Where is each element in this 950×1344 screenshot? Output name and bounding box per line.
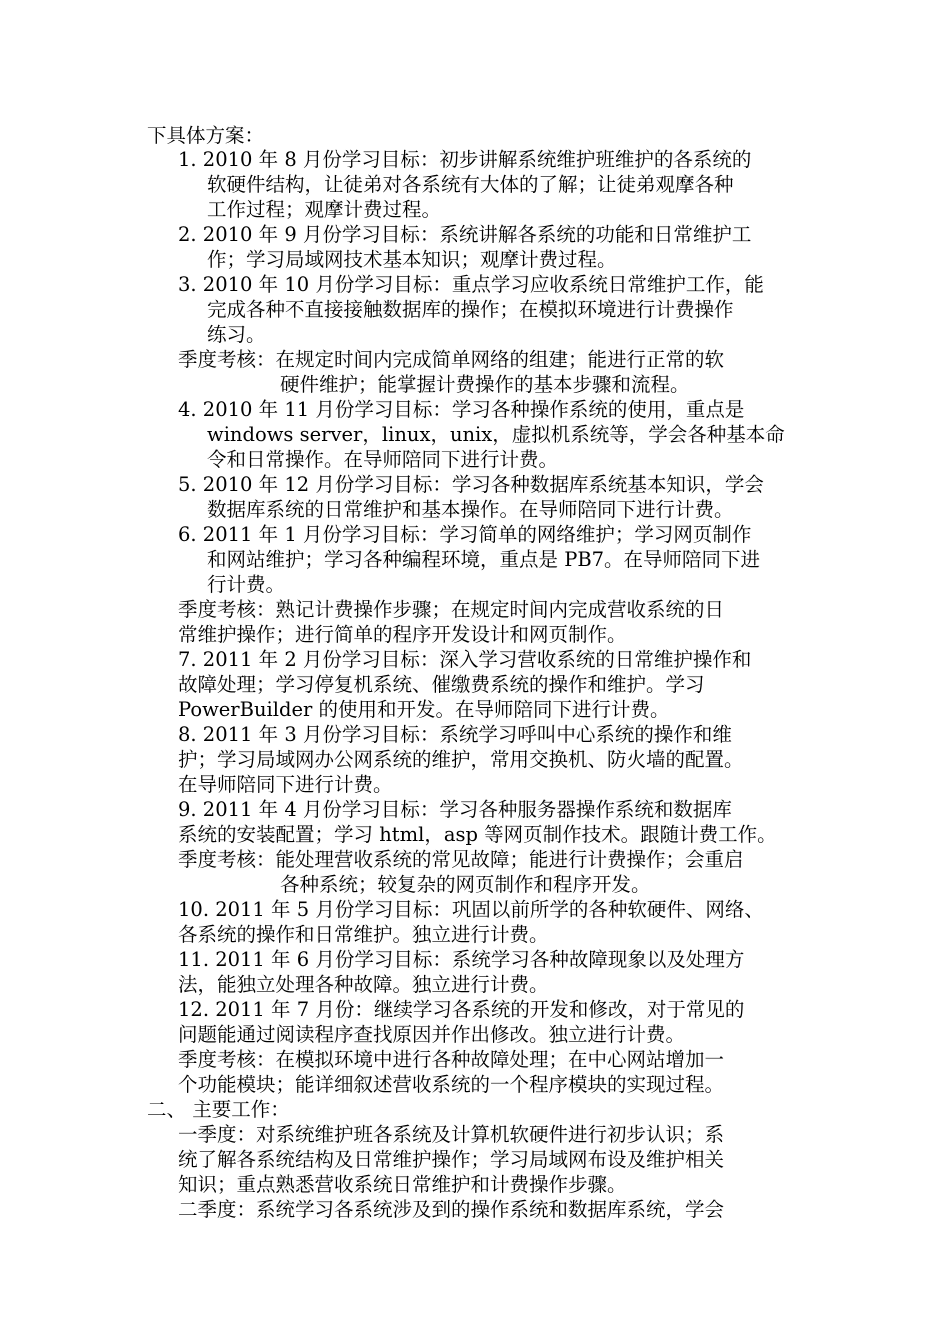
text-line: 12. 2011 年 7 月份：继续学习各系统的开发和修改，对于常见的 (178, 998, 745, 1021)
assessment-line: 各种系统；较复杂的网页制作和程序开发。 (280, 873, 651, 896)
text-line: PowerBuilder 的使用和开发。在导师陪同下进行计费。 (178, 698, 670, 721)
text-line: 护；学习局域网办公网系统的维护，常用交换机、防火墙的配置。 (178, 748, 744, 771)
text-line: 11. 2011 年 6 月份学习目标：系统学习各种故障现象以及处理方 (178, 948, 745, 971)
text-line: 软硬件结构，让徒弟对各系统有大体的了解；让徒弟观摩各种 (207, 173, 734, 196)
text-line: 行计费。 (207, 573, 286, 596)
text-line: 和网站维护；学习各种编程环境，重点是 PB7。在导师陪同下进 (207, 548, 761, 571)
assessment-line: 硬件维护；能掌握计费操作的基本步骤和流程。 (280, 373, 690, 396)
assessment-line: 季度考核：在规定时间内完成简单网络的组建；能进行正常的软 (178, 348, 725, 371)
text-line: 二季度：系统学习各系统涉及到的操作系统和数据库系统，学会 (178, 1198, 725, 1221)
assessment-line: 个功能模块；能详细叙述营收系统的一个程序模块的实现过程。 (178, 1073, 725, 1096)
text-line: 10. 2011 年 5 月份学习目标：巩固以前所学的各种软硬件、网络、 (178, 898, 764, 921)
text-line: 1. 2010 年 8 月份学习目标：初步讲解系统维护班维护的各系统的 (178, 148, 752, 171)
text-line: 6. 2011 年 1 月份学习目标：学习简单的网络维护；学习网页制作 (178, 523, 752, 546)
text-line: 9. 2011 年 4 月份学习目标：学习各种服务器操作系统和数据库 (178, 798, 732, 821)
text-line: 4. 2010 年 11 月份学习目标：学习各种操作系统的使用，重点是 (178, 398, 745, 421)
assessment-line: 季度考核：能处理营收系统的常见故障；能进行计费操作；会重启 (178, 848, 744, 871)
text-line: 练习。 (207, 323, 266, 346)
text-line: 各系统的操作和日常维护。独立进行计费。 (178, 923, 549, 946)
section-heading: 二、 主要工作： (147, 1098, 290, 1121)
text-line: 在导师陪同下进行计费。 (178, 773, 393, 796)
text-line: 5. 2010 年 12 月份学习目标：学习各种数据库系统基本知识，学会 (178, 473, 764, 496)
assessment-line: 季度考核：在模拟环境中进行各种故障处理；在中心网站增加一 (178, 1048, 725, 1071)
text-line: 问题能通过阅读程序查找原因并作出修改。独立进行计费。 (178, 1023, 686, 1046)
text-line: 数据库系统的日常维护和基本操作。在导师陪同下进行计费。 (207, 498, 734, 521)
text-line: windows server，linux，unix，虚拟机系统等，学会各种基本命 (207, 423, 785, 446)
text-line: 7. 2011 年 2 月份学习目标：深入学习营收系统的日常维护操作和 (178, 648, 752, 671)
text-line: 统了解各系统结构及日常维护操作；学习局域网布设及维护相关 (178, 1148, 725, 1171)
text-line: 2. 2010 年 9 月份学习目标：系统讲解各系统的功能和日常维护工 (178, 223, 752, 246)
text-line: 故障处理；学习停复机系统、催缴费系统的操作和维护。学习 (178, 673, 705, 696)
text-line: 3. 2010 年 10 月份学习目标：重点学习应收系统日常维护工作，能 (178, 273, 764, 296)
text-line: 8. 2011 年 3 月份学习目标：系统学习呼叫中心系统的操作和维 (178, 723, 732, 746)
text-line: 知识；重点熟悉营收系统日常维护和计费操作步骤。 (178, 1173, 627, 1196)
text-line: 系统的安装配置；学习 html，asp 等网页制作技术。跟随计费工作。 (178, 823, 777, 846)
assessment-line: 常维护操作；进行简单的程序开发设计和网页制作。 (178, 623, 627, 646)
text-line: 令和日常操作。在导师陪同下进行计费。 (207, 448, 559, 471)
text-line: 一季度：对系统维护班各系统及计算机软硬件进行初步认识；系 (178, 1123, 725, 1146)
text-line: 工作过程；观摩计费过程。 (207, 198, 442, 221)
assessment-line: 季度考核：熟记计费操作步骤；在规定时间内完成营收系统的日 (178, 598, 725, 621)
text-line: 作；学习局域网技术基本知识；观摩计费过程。 (207, 248, 617, 271)
section-intro: 下具体方案： (147, 124, 265, 147)
text-line: 法，能独立处理各种故障。独立进行计费。 (178, 973, 549, 996)
text-line: 完成各种不直接接触数据库的操作；在模拟环境进行计费操作 (207, 298, 734, 321)
